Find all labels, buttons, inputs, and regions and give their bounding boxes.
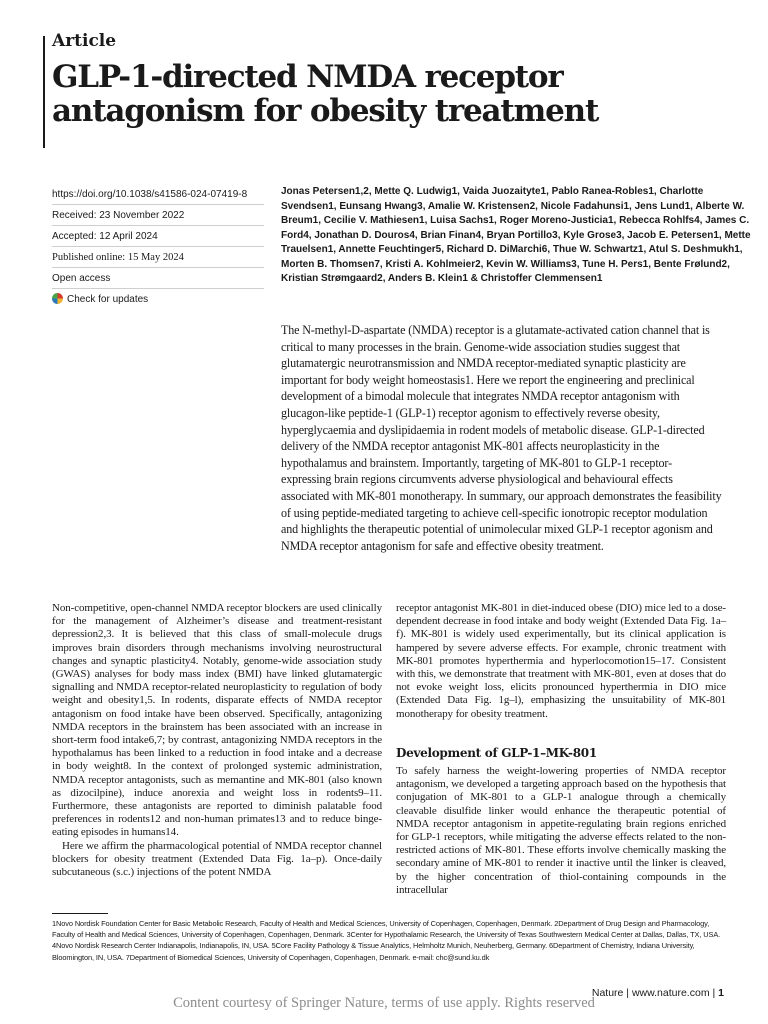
footnote-rule xyxy=(52,913,108,914)
courtesy-watermark: Content courtesy of Springer Nature, terms of use apply. Rights reserved xyxy=(173,995,595,1011)
body-paragraph: Here we affirm the pharmacological potential of NMDA receptor channel blockers for obesity treatment (Extended Data Fig. 1a–p). Once-daily subcutaneous (s.c.) injections of the potent NMDA xyxy=(52,839,382,879)
journal-name: Nature xyxy=(591,987,624,999)
author-list: Jonas Petersen1,2, Mette Q. Ludwig1, Vaida Juozaityte1, Pablo Ranea-Robles1, Charlotte Svendsen1, Eunsang Hwang3, Amalie W. Kristensen2, Nicole Fadahunsi1, Jens Lund1, Alberte W. Breum1, Cecilie V. Mathiesen1, Luisa Sachs1, Roger Moreno-Justicia1, Rebecca Rohlfs4, James C. Ford4, Jonathan D. Douros4, Brian Finan4, Bryan Portillo3, Kyle Grose3, Jacob E. Petersen1, Mette Trauelsen1, Annette Feuchtinger5, Richard D. DiMarchi6, Thue W. Schwartz1, Atul S. Deshmukh1, Morten B. Thomsen7, Kristi A. Kohlmeier2, Kevin W. Williams3, Tune H. Pers1, Bente Frølund2, Kristian Strømgaard2, Anders B. Klein1 & Christoffer Clemmensen1 xyxy=(281,186,751,284)
body-paragraph: Non-competitive, open-channel NMDA receptor blockers are used clinically for the management of Alzheimer’s disease and treatment-resistant depression2,3. It is believed that this class of small-molecule drugs improves brain disorders through mechanisms involving neurostructural changes and synaptic plasticity4. Notably, genome-wide association study (GWAS) analyses for body mass index (BMI) have linked glutamatergic signalling and NMDA receptor-related neuroplasticity to regulation of body weight and obesity1,5. In rodents, disparate effects of NMDA receptor antagonism on food intake have been observed. Specifically, antagonizing NMDA receptors in the brainstem has been associated with an increase in short-term food intake6,7; by contrast, antagonizing NMDA receptors in the hypothalamus has been linked to a reduction in food intake and a decrease in body weight8. In the context of prolonged systemic administration, NMDA receptor antagonists, such as memantine and MK-801 (also known as dizocilpine), induce anorexia and weight loss in rodents9–11. Furthermore, these antagonists are reported to diminish palatable food preferences in rodents12 and non-human primates13 and to reduce binge-eating episodes in humans14. xyxy=(52,602,382,839)
doi-link[interactable]: https://doi.org/10.1038/s41586-024-07419-8 xyxy=(52,184,264,205)
section-heading: Development of GLP-1–MK-801 xyxy=(396,745,597,760)
crossmark-icon xyxy=(52,293,63,304)
article-metadata xyxy=(52,184,264,310)
header-rule xyxy=(43,36,45,148)
body-column-left xyxy=(52,602,382,879)
article-title: GLP-1-directed NMDA receptor antagonism for obesity treatment xyxy=(52,59,599,129)
body-paragraph: receptor antagonist MK-801 in diet-induced obese (DIO) mice led to a dose-dependent decrease in food intake and body weight (Extended Data Fig. 1a–f). MK-801 is widely used experimentally, but its clinical application is hampered by severe adverse effects. For example, chronic treatment with MK-801 promotes hyperthermia and hyperlocomotion15–17. Consistent with this, we demonstrate that treatment with MK-801, even at doses that do not evoke weight loss, elicits pronounced hyperthermia in DIO mice (Extended Data Fig. 1g–l), emphasizing the unsuitability of MK-801 monotherapy for obesity treatment. xyxy=(396,602,726,720)
footer-separator: | xyxy=(712,987,716,999)
open-access-label: Open access xyxy=(52,268,264,289)
journal-site[interactable]: www.nature.com xyxy=(631,987,710,999)
footer-separator: | xyxy=(626,987,630,999)
body-column-right xyxy=(396,602,726,897)
check-updates-label: Check for updates xyxy=(67,294,149,305)
body-paragraph: To safely harness the weight-lowering properties of NMDA receptor antagonism, we developed a targeting approach based on the hypothesis that conjugation of MK-801 to a GLP-1 analogue through a chemically cleavable disulfide linker would enhance the therapeutic potential of NMDA receptor antagonism in appetite-regulating brain regions enriched for GLP-1 receptors, while mitigating the adverse effects related to the non-restricted actions of MK-801. These efforts involve chemically masking the secondary amine of MK-801 to render it inactive until the linker is cleaved, by the higher concentration of thiol-containing compounds in the intracellular xyxy=(396,765,726,896)
page-number: 1 xyxy=(718,987,724,999)
article-type-label: Article xyxy=(52,31,117,51)
accepted-date: Accepted: 12 April 2024 xyxy=(52,226,264,247)
published-date: Published online: 15 May 2024 xyxy=(52,247,264,268)
abstract: The N-methyl-D-aspartate (NMDA) receptor is a glutamate-activated cation channel that is critical to many processes in the brain. Genome-wide association studies suggest that glutamatergic neurotransmission and NMDA receptor-mediated synaptic plasticity are important for body weight homeostasis1. Here we report the engineering and preclinical development of a bimodal molecule that integrates NMDA receptor antagonism with glucagon-like peptide-1 (GLP-1) receptor agonism to effectively reverse obesity, hyperglycaemia and dyslipidaemia in rodent models of metabolic disease. GLP-1-directed delivery of the NMDA receptor antagonist MK-801 affects neuroplasticity in the hypothalamus and brainstem. Importantly, targeting of MK-801 to GLP-1 receptor-expressing brain regions circumvents adverse physiological and behavioural effects associated with MK-801 monotherapy. In summary, our approach demonstrates the feasibility of using peptide-mediated targeting to achieve cell-specific ionotropic receptor modulation and highlights the therapeutic potential of unimolecular mixed GLP-1 receptor agonism and NMDA receptor antagonism for safe and effective obesity treatment. xyxy=(281,323,722,553)
check-updates-link[interactable] xyxy=(52,289,264,310)
affiliations-footnotes: 1Novo Nordisk Foundation Center for Basic Metabolic Research, Faculty of Health and Medical Sciences, University of Copenhagen, Copenhagen, Denmark. 2Department of Drug Design and Pharmacology, Faculty of Health and Medical Sciences, University of Copenhagen, Copenhagen, Denmark. 3Center for Hypothalamic Research, the University of Texas Southwestern Medical Center at Dallas, Dallas, TX, USA. 4Novo Nordisk Research Center Indianapolis, Indianapolis, IN, USA. 5Core Facility Pathology & Tissue Analytics, Helmholtz Munich, Neuherberg, Germany. 6Department of Chemistry, Indiana University, Bloomington, IN, USA. 7Department of Biomedical Sciences, University of Copenhagen, Copenhagen, Denmark. e-mail: chc@sund.ku.dk xyxy=(52,919,721,962)
received-date: Received: 23 November 2022 xyxy=(52,205,264,226)
